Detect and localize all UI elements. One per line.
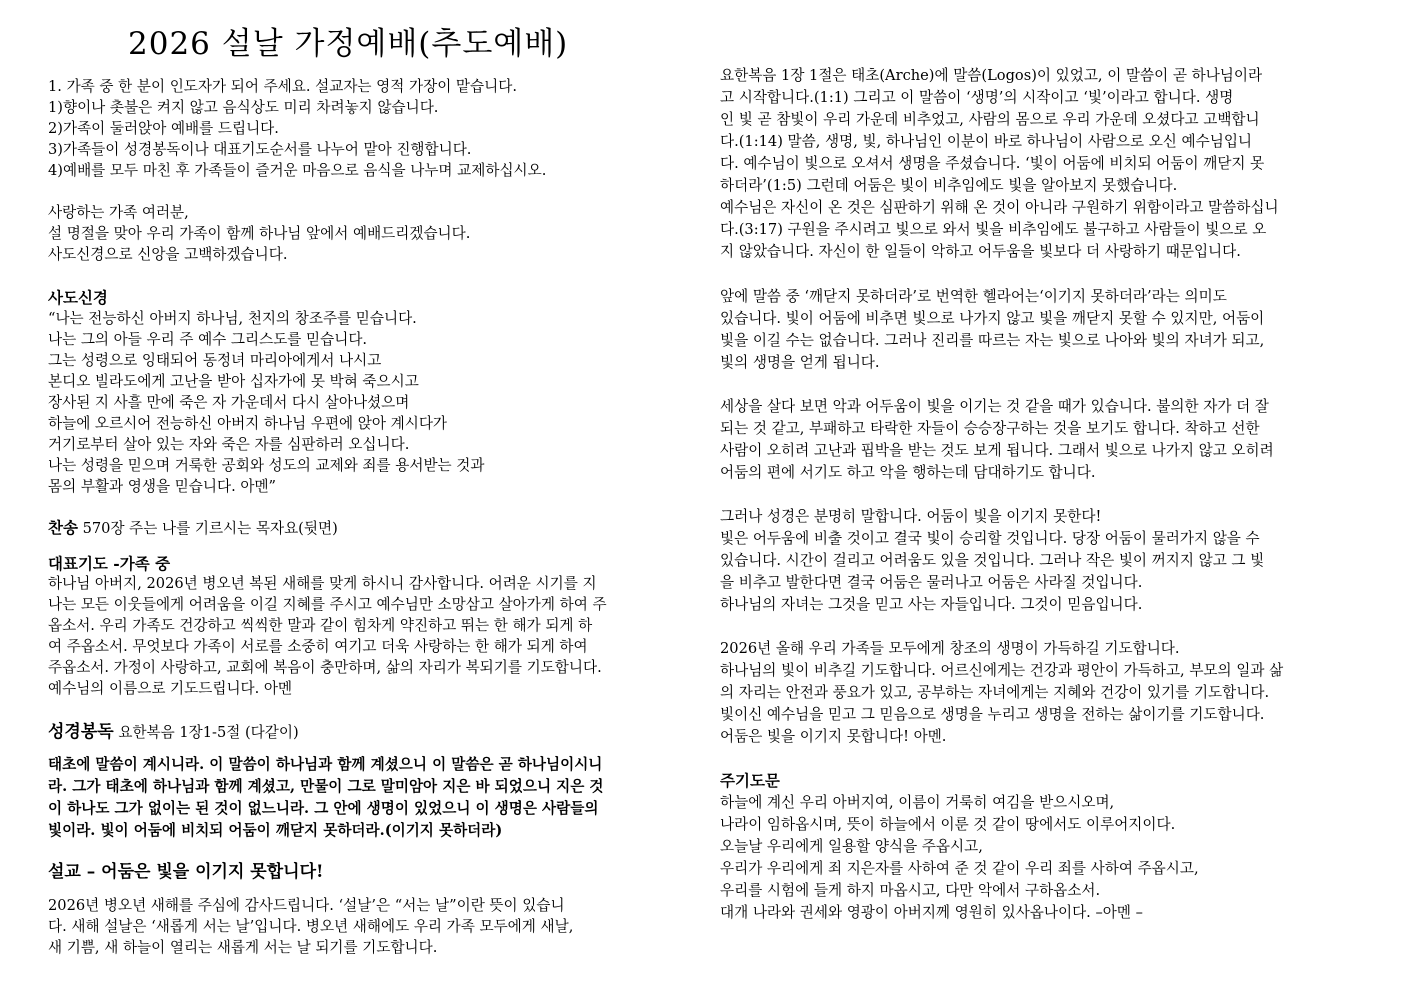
prayer-line: 하나님 아버지, 2026년 병오년 복된 새해를 맞게 하시니 감사합니다. 어려운 시기를 지 bbox=[48, 575, 597, 592]
sermon-paragraph-line: 하나님의 자녀는 그것을 믿고 사는 자들입니다. 그것이 믿음입니다. bbox=[720, 596, 1143, 613]
reading-line: 태초에 말씀이 계시니라. 이 말씀이 하나님과 함께 계셨으니 이 말씀은 곧 하나님이시니 bbox=[48, 756, 603, 773]
sermon-paragraph-line: 앞에 말씀 중 ‘깨닫지 못하더라’로 번역한 헬라어는‘이기지 못하더라’라는 의미도 bbox=[720, 288, 1227, 305]
prayer-heading: 대표기도 -가족 중 bbox=[48, 554, 171, 573]
reading-line: 이 하나도 그가 없이는 된 것이 없느니라. 그 안에 생명이 있었으니 이 생명은 사람들의 bbox=[48, 800, 599, 817]
sermon-paragraph-line: 빛이신 예수님을 믿고 그 믿음으로 생명을 누리고 생명을 전하는 삶이기를 기도합니다. bbox=[720, 706, 1265, 723]
reading-reference: 요한복음 1장1-5절 (다같이) bbox=[113, 724, 299, 741]
lords-prayer-line: 나라이 임하옵시며, 뜻이 하늘에서 이룬 것 같이 땅에서도 이루어지이다. bbox=[720, 816, 1176, 833]
sermon-paragraph-line: 있습니다. 시간이 걸리고 어려움도 있을 것입니다. 그러나 작은 빛이 꺼지지 않고 그 빛 bbox=[720, 552, 1265, 569]
creed-line: 거기로부터 살아 있는 자와 죽은 자를 심판하러 오십니다. bbox=[48, 436, 410, 453]
lords-prayer-line: 대개 나라와 권세와 영광이 아버지께 영원히 있사옵나이다. –아멘 – bbox=[720, 904, 1143, 921]
page-title: 2026 설날 가정예배(추도예배) bbox=[128, 26, 569, 62]
sermon-line: 2026년 병오년 새해를 주심에 감사드립니다. ‘설날’은 “서는 날”이란 뜻이 있습니 bbox=[48, 897, 565, 914]
prayer-line: 옵소서. 우리 가족도 건강하고 씩씩한 말과 같이 힘차게 약진하고 뛰는 한 해가 되게 하 bbox=[48, 617, 593, 634]
creed-line: 나는 성령을 믿으며 거룩한 공회와 성도의 교제와 죄를 용서받는 것과 bbox=[48, 457, 485, 474]
greeting-line: 사랑하는 가족 여러분, bbox=[48, 204, 189, 221]
lords-prayer-line: 오늘날 우리에게 일용할 양식을 주옵시고, bbox=[720, 838, 983, 855]
sermon-title: 설교 – 어둠은 빛을 이기지 못합니다! bbox=[48, 862, 324, 882]
sermon-paragraph-line: 세상을 살다 보면 악과 어두움이 빛을 이기는 것 같을 때가 있습니다. 불의한 자가 더 잘 bbox=[720, 398, 1269, 415]
reading-line: 라. 그가 태초에 하나님과 함께 계셨고, 만물이 그로 말미암아 지은 바 되었으니 지은 것 bbox=[48, 778, 604, 795]
sermon-paragraph-line: 되는 것 같고, 부패하고 타락한 자들이 승승장구하는 것을 보기도 합니다. 착하고 선한 bbox=[720, 420, 1260, 437]
sermon-paragraph-line: 다. 예수님이 빛으로 오셔서 생명을 주셨습니다. ‘빛이 어둠에 비치되 어둠이 깨닫지 못 bbox=[720, 155, 1265, 172]
greeting-line: 설 명절을 맞아 우리 가족이 함께 하나님 앞에서 예배드리겠습니다. bbox=[48, 225, 471, 242]
sermon-paragraph-line: 있습니다. 빛이 어둠에 비추면 빛으로 나가지 않고 빛을 깨닫지 못할 수 있지만, 어둠이 bbox=[720, 310, 1265, 327]
sermon-paragraph-line: 그러나 성경은 분명히 말합니다. 어둠이 빛을 이기지 못한다! bbox=[720, 508, 1102, 525]
lords-prayer-line: 우리를 시험에 들게 하지 마옵시고, 다만 악에서 구하옵소서. bbox=[720, 882, 1101, 899]
sermon-paragraph-line: 2026년 올해 우리 가족들 모두에게 창조의 생명이 가득하길 기도합니다. bbox=[720, 640, 1180, 657]
creed-line: 몸의 부활과 영생을 믿습니다. 아멘” bbox=[48, 478, 277, 495]
creed-line: “나는 전능하신 아버지 하나님, 천지의 창조주를 믿습니다. bbox=[48, 310, 417, 327]
sermon-paragraph-line: 고 시작합니다.(1:1) 그리고 이 말씀이 ‘생명’의 시작이고 ‘빛’이라고 합니다. 생명 bbox=[720, 89, 1234, 106]
hymn-text: 570장 주는 나를 기르시는 목자요(뒷면) bbox=[77, 520, 338, 537]
sermon-paragraph-line: 인 빛 곧 참빛이 우리 가운데 비추었고, 사람의 몸으로 우리 가운데 오셨다고 고백합니 bbox=[720, 111, 1260, 128]
creed-line: 나는 그의 아들 우리 주 예수 그리스도를 믿습니다. bbox=[48, 331, 368, 348]
sermon-paragraph-line: 하더라’(1:5) 그런데 어둠은 빛이 비추임에도 빛을 알아보지 못했습니다. bbox=[720, 177, 1178, 194]
sermon-paragraph-line: 예수님은 자신이 온 것은 심판하기 위해 온 것이 아니라 구원하기 위함이라고 말씀하십니 bbox=[720, 199, 1279, 216]
instruction-line: 1. 가족 중 한 분이 인도자가 되어 주세요. 설교자는 영적 가장이 맡습니다. bbox=[48, 78, 517, 95]
sermon-paragraph-line: 다.(3:17) 구원을 주시려고 빛으로 와서 빛을 비추임에도 불구하고 사람들이 빛으로 오 bbox=[720, 221, 1267, 238]
prayer-line: 나는 모든 이웃들에게 어려움을 이길 지혜를 주시고 예수님만 소망삼고 살아가게 하여 주 bbox=[48, 596, 607, 613]
reading-heading-line bbox=[48, 722, 299, 743]
sermon-paragraph-line: 빛의 생명을 얻게 됩니다. bbox=[720, 354, 880, 371]
instruction-line: 4)예배를 모두 마친 후 가족들이 즐거운 마음으로 음식을 나누며 교제하십시오. bbox=[48, 162, 547, 179]
sermon-paragraph-line: 다.(1:14) 말씀, 생명, 빛, 하나님인 이분이 바로 하나님이 사람으로 오신 예수님입니 bbox=[720, 133, 1253, 150]
sermon-paragraph-line: 을 비추고 발한다면 결국 어둠은 물러나고 어둠은 사라질 것입니다. bbox=[720, 574, 1143, 591]
creed-line: 하늘에 오르시어 전능하신 아버지 하나님 우편에 앉아 계시다가 bbox=[48, 415, 448, 432]
lords-prayer-line: 우리가 우리에게 죄 지은자를 사하여 준 것 같이 우리 죄를 사하여 주옵시고, bbox=[720, 860, 1199, 877]
sermon-line: 다. 새해 설날은 ‘새롭게 서는 날’입니다. 병오년 새해에도 우리 가족 모두에게 새날, bbox=[48, 918, 574, 935]
instruction-line: 2)가족이 둘러앉아 예배를 드립니다. bbox=[48, 120, 279, 137]
sermon-paragraph-line: 어둠의 편에 서기도 하고 악을 행하는데 담대하기도 합니다. bbox=[720, 464, 1096, 481]
instruction-line: 1)향이나 촛불은 켜지 않고 음식상도 미리 차려놓지 않습니다. bbox=[48, 99, 439, 116]
sermon-paragraph-line: 어둠은 빛을 이기지 못합니다! 아멘. bbox=[720, 728, 947, 745]
sermon-paragraph-line: 하나님의 빛이 비추길 기도합니다. 어르신에게는 건강과 평안이 가득하고, 부모의 일과 삶 bbox=[720, 662, 1284, 679]
instruction-line: 3)가족들이 성경봉독이나 대표기도순서를 나누어 맡아 진행합니다. bbox=[48, 141, 472, 158]
sermon-paragraph-line: 요한복음 1장 1절은 태초(Arche)에 말씀(Logos)이 있었고, 이 말씀이 곧 하나님이라 bbox=[720, 67, 1263, 84]
greeting-line: 사도신경으로 신앙을 고백하겠습니다. bbox=[48, 246, 288, 263]
sermon-paragraph-line: 사람이 오히려 고난과 핍박을 받는 것도 보게 됩니다. 그래서 빛으로 나가지 않고 오히려 bbox=[720, 442, 1274, 459]
sermon-paragraph-line: 빛을 이길 수는 없습니다. 그러나 진리를 따르는 자는 빛으로 나아와 빛의 자녀가 되고, bbox=[720, 332, 1265, 349]
hymn-label: 찬송 bbox=[48, 518, 78, 537]
prayer-line: 주옵소서. 가정이 사랑하고, 교회에 복음이 충만하며, 삶의 자리가 복되기를 기도합니다. bbox=[48, 659, 602, 676]
prayer-line: 예수님의 이름으로 기도드립니다. 아멘 bbox=[48, 680, 293, 697]
sermon-paragraph-line: 빛은 어두움에 비출 것이고 결국 빛이 승리할 것입니다. 당장 어둠이 물러가지 않을 수 bbox=[720, 530, 1260, 547]
sermon-paragraph-line: 지 않았습니다. 자신이 한 일들이 악하고 어두움을 빛보다 더 사랑하기 때문입니다. bbox=[720, 243, 1241, 260]
reading-label: 성경봉독 bbox=[48, 722, 114, 742]
creed-line: 본디오 빌라도에게 고난을 받아 십자가에 못 박혀 죽으시고 bbox=[48, 373, 419, 390]
prayer-line: 여 주옵소서. 무엇보다 가족이 서로를 소중히 여기고 더욱 사랑하는 한 해가 되게 하여 bbox=[48, 638, 588, 655]
reading-line: 빛이라. 빛이 어둠에 비치되 어둠이 깨닫지 못하더라.(이기지 못하더라) bbox=[48, 822, 503, 839]
lords-prayer-heading: 주기도문 bbox=[720, 771, 780, 790]
lords-prayer-line: 하늘에 계신 우리 아버지여, 이름이 거룩히 여김을 받으시오며, bbox=[720, 794, 1115, 811]
sermon-paragraph-line: 의 자리는 안전과 풍요가 있고, 공부하는 자녀에게는 지혜와 건강이 있기를 기도합니다. bbox=[720, 684, 1270, 701]
creed-line: 장사된 지 사흘 만에 죽은 자 가운데서 다시 살아나셨으며 bbox=[48, 394, 410, 411]
creed-line: 그는 성령으로 잉태되어 동정녀 마리아에게서 나시고 bbox=[48, 352, 382, 369]
creed-heading: 사도신경 bbox=[48, 288, 108, 307]
hymn-line bbox=[48, 518, 338, 539]
sermon-line: 새 기쁨, 새 하늘이 열리는 새롭게 서는 날 되기를 기도합니다. bbox=[48, 939, 438, 956]
